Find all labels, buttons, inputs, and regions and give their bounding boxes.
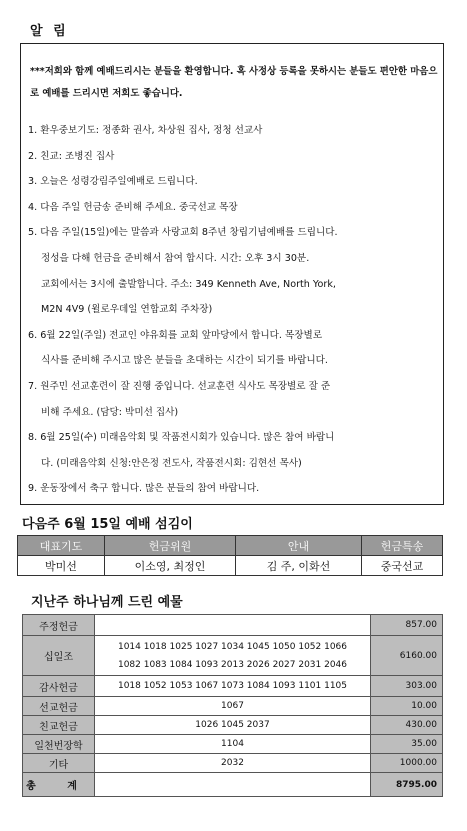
total-label: 총 계 xyxy=(23,773,95,797)
offering-label: 감사헌금 xyxy=(23,676,95,697)
notice-item xyxy=(28,195,442,221)
offering-row xyxy=(23,676,443,697)
donor-line: 1014 1018 1025 1027 1034 1045 1050 1052 1066 xyxy=(117,641,348,652)
offering-title: 지난주 하나님께 드린 예물 xyxy=(31,595,183,610)
notice-item-continuation: 식사를 준비해 주시고 많은 분들을 초대하는 시간이 되기를 바랍니다. xyxy=(41,355,328,367)
notice-item xyxy=(28,476,442,502)
notice-item-continuation: 교회에서는 3시에 출발합니다. 주소: 349 Kenneth Ave, North York, xyxy=(41,278,336,290)
notice-item-text: 4. 다음 주일 헌금송 준비해 주세요. 중국선교 목장 xyxy=(28,201,238,213)
donor-line: 1082 1083 1084 1093 2013 2026 2027 2031 2046 xyxy=(117,659,348,670)
donor-line: 1104 xyxy=(221,739,244,749)
notice-item xyxy=(28,374,442,425)
offering-row xyxy=(23,735,443,754)
header-offering-team: 헌금위원 xyxy=(105,536,236,556)
total-amount: 8795.00 xyxy=(371,773,443,797)
offering-donors xyxy=(95,636,371,676)
offering-amount: 1000.00 xyxy=(371,754,443,773)
donor-line: 1067 xyxy=(221,701,244,711)
offering-label: 기타 xyxy=(23,754,95,773)
offering-amount: 35.00 xyxy=(371,735,443,754)
offering-table xyxy=(22,614,443,797)
notice-intro: ***저희와 함께 예배드리시는 분들을 환영합니다. 혹 사정상 등록을 못하시는 분들도 편안한 마음으로 예배를 드리시면 저희도 좋습니다. xyxy=(30,66,438,99)
offering-total-row xyxy=(23,773,443,797)
notice-item-text: 2. 친교: 조병진 집사 xyxy=(28,150,115,162)
offering-row xyxy=(23,636,443,676)
notice-item-continuation: 다. (미래음악회 신청:안은정 전도사, 작품전시회: 김현선 목사) xyxy=(41,457,302,469)
offering-amount: 303.00 xyxy=(371,676,443,697)
offering-row xyxy=(23,697,443,716)
offering-donors xyxy=(95,615,371,636)
offering-amount: 430.00 xyxy=(371,716,443,735)
notice-item xyxy=(28,220,442,322)
header-usher: 안내 xyxy=(236,536,362,556)
offering-label: 십일조 xyxy=(23,636,95,676)
next-week-table xyxy=(17,535,443,576)
offering-label: 친교헌금 xyxy=(23,716,95,735)
total-spacer xyxy=(95,773,371,797)
notice-item-text: 8. 6월 25일(수) 미래음악회 및 작품전시회가 있습니다. 많은 참여 바랍니 xyxy=(28,432,335,444)
donor-line: 2032 xyxy=(221,758,244,768)
notice-item xyxy=(28,118,442,144)
header-prayer: 대표기도 xyxy=(18,536,105,556)
offering-donors xyxy=(95,697,371,716)
notice-item-continuation: 비해 주세요. (담당: 박미선 집사) xyxy=(41,406,179,418)
value-prayer: 박미선 xyxy=(18,556,105,576)
value-offering-team: 이소영, 최정인 xyxy=(105,556,236,576)
notice-item-text: 7. 원주민 선교훈련이 잘 진행 중입니다. 선교훈련 식사도 목장별로 잘 준 xyxy=(28,380,331,392)
notice-title: 알 림 xyxy=(30,24,69,39)
notice-item xyxy=(28,323,442,374)
value-special-song: 중국선교 xyxy=(362,556,443,576)
notice-item-continuation: 정성을 다해 헌금을 준비해서 참여 합시다. 시간: 오후 3시 30분. xyxy=(41,252,310,264)
notice-item-text: 6. 6월 22일(주일) 전교인 야유회를 교회 앞마당에서 합니다. 목장별로 xyxy=(28,329,323,341)
value-usher: 김 주, 이화선 xyxy=(236,556,362,576)
offering-donors xyxy=(95,735,371,754)
offering-amount: 6160.00 xyxy=(371,636,443,676)
notice-item xyxy=(28,425,442,476)
notice-item-text: 3. 오늘은 성령강림주일예배로 드립니다. xyxy=(28,176,198,188)
notice-item-text: 5. 다음 주일(15일)에는 말씀과 사랑교회 8주년 창립기념예배를 드립니다. xyxy=(28,227,338,239)
offering-donors xyxy=(95,754,371,773)
header-special-song: 헌금특송 xyxy=(362,536,443,556)
notice-item-text: 9. 운동장에서 축구 합니다. 많은 분들의 참여 바랍니다. xyxy=(28,483,260,495)
donor-line: 1026 1045 2037 xyxy=(195,720,270,730)
offering-amount: 857.00 xyxy=(371,615,443,636)
notice-item-text: 1. 환우중보기도: 정종화 권사, 차상원 집사, 정청 선교사 xyxy=(28,125,263,136)
offering-label: 일천번장학 xyxy=(23,735,95,754)
offering-label: 선교헌금 xyxy=(23,697,95,716)
offering-row xyxy=(23,615,443,636)
offering-donors xyxy=(95,716,371,735)
notice-item-continuation: M2N 4V9 (윌로우데일 연합교회 주차장) xyxy=(41,304,213,316)
notice-item xyxy=(28,144,442,170)
notice-list xyxy=(28,118,442,502)
offering-amount: 10.00 xyxy=(371,697,443,716)
offering-donors xyxy=(95,676,371,697)
next-week-title: 다음주 6월 15일 예배 섬김이 xyxy=(22,517,193,532)
notice-box xyxy=(20,43,444,505)
offering-row xyxy=(23,716,443,735)
notice-item xyxy=(28,169,442,195)
offering-row xyxy=(23,754,443,773)
offering-label: 주정헌금 xyxy=(23,615,95,636)
donor-line: 1018 1052 1053 1067 1073 1084 1093 1101 1105 xyxy=(117,681,348,691)
